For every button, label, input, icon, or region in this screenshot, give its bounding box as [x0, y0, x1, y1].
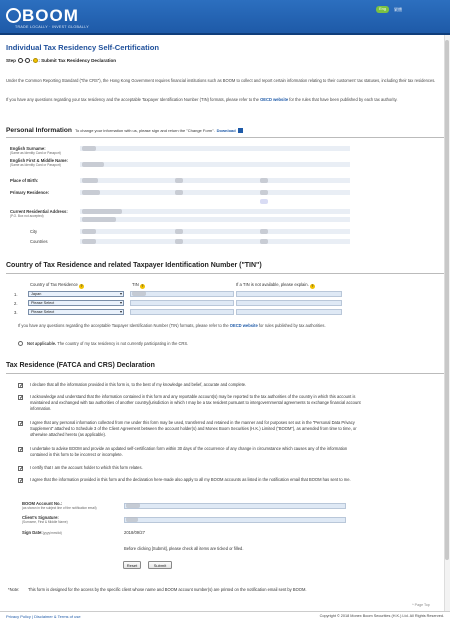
intro-paragraph: Under the Common Reporting Standard ("the CRS"), the Hong Kong Government requires financial institutions such as BOOM to collect and report certain information relating to their customers' tax statuses, including their tax residences. — [6, 78, 436, 83]
reset-button[interactable]: Reset — [123, 561, 141, 569]
footer-divider — [0, 611, 450, 612]
city-value — [80, 229, 350, 234]
row-number: 2. — [14, 301, 18, 306]
help-icon[interactable]: ? — [141, 284, 144, 288]
place-of-birth-label: Place of Birth: — [10, 178, 39, 183]
redacted-text — [82, 162, 104, 167]
personal-info-heading: Personal Information To change your information with us, please sign and return the "Change Form". Download — [6, 127, 243, 134]
country-select-1[interactable]: Japan ▾ — [28, 291, 124, 297]
oecd-link-2[interactable]: OECD website — [229, 323, 258, 328]
note-text: This form is designed for the access by the specific client whose name and BOOM account number(s) are printed on the notification email sent by BOOM. — [28, 587, 307, 592]
tin-input-2[interactable] — [130, 300, 234, 306]
country-select-2[interactable]: Please Select ▾ — [28, 300, 124, 306]
primary-residence-value — [80, 190, 350, 195]
explain-input-2[interactable] — [236, 300, 342, 306]
signature-input[interactable] — [124, 517, 346, 523]
change-form-note: To change your information with us, please sign and return the "Change Form". — [74, 128, 215, 133]
redacted-text — [175, 239, 183, 244]
row-number: 3. — [14, 310, 18, 315]
declaration-checkbox-5[interactable] — [18, 466, 23, 471]
redacted-text — [82, 217, 116, 222]
scrollbar-thumb[interactable] — [445, 40, 449, 560]
before-submit-note: Before clicking [Submit], please check all items are ticked or filled. — [124, 546, 244, 551]
primary-residence-label: Primary Residence: — [10, 190, 50, 195]
not-applicable-label: Not applicable. The country of my tax residency is not currently participating in the CRS. — [27, 341, 189, 346]
current-address-label: Current Residential Address: (P.O. Box not accepted) — [10, 209, 68, 218]
english-surname-value — [80, 146, 350, 151]
step-label: Step — [6, 58, 16, 63]
account-no-input[interactable] — [124, 503, 346, 509]
redacted-text — [82, 146, 96, 151]
declaration-checkbox-6[interactable] — [18, 478, 23, 483]
redacted-text — [260, 199, 268, 204]
submit-button[interactable]: Submit — [148, 561, 172, 569]
declaration-checkbox-3[interactable] — [18, 421, 23, 426]
redacted-text — [126, 517, 138, 522]
redacted-text — [260, 229, 268, 234]
boom-logo[interactable]: BOOM — [6, 6, 79, 26]
logo-tagline: TRADE LOCALLY · INVEST GLOBALLY — [15, 25, 89, 29]
redacted-text — [260, 190, 268, 195]
step-1-icon — [18, 58, 23, 63]
tin-help-paragraph: If you have any questions regarding the acceptable Taxpayer Identification Number (TIN) formats, please refer to the OECD website for rules published by tax authorities. — [18, 323, 326, 328]
row-number: 1. — [14, 292, 18, 297]
declaration-checkbox-4[interactable] — [18, 447, 23, 452]
copyright: Copyright © 2018 Monex Boom Securities (H.K.) Ltd. All Rights Reserved. — [319, 614, 444, 618]
col-country-header: Country of Tax Residence ? — [30, 282, 83, 288]
english-first-value — [80, 162, 350, 167]
declaration-divider — [6, 373, 444, 374]
help-icon[interactable]: ? — [80, 284, 83, 288]
header-divider — [0, 33, 450, 35]
redacted-text — [175, 229, 183, 234]
sign-date-value: 2018/09/27 — [124, 530, 145, 535]
intro-oecd-paragraph: If you have any questions regarding your tax residency and the acceptable Taxpayer Identification Number (TIN) formats, please refer to the OECD website for the rules that have been published by each tax authority. — [6, 97, 398, 102]
city-label: City — [30, 229, 38, 234]
redacted-text — [175, 190, 183, 195]
explain-input-3[interactable] — [236, 309, 342, 315]
explain-input-1[interactable] — [236, 291, 342, 297]
redacted-text — [82, 229, 96, 234]
note-label: *Note: — [8, 587, 20, 592]
tin-input-3[interactable] — [130, 309, 234, 315]
page-top-link[interactable]: ^ Page Top — [412, 603, 430, 607]
redacted-text — [260, 239, 268, 244]
not-applicable-radio[interactable] — [18, 341, 23, 346]
english-surname-label: English Surname: (Same as Identity Card or Passport) — [10, 146, 61, 155]
signature-label: Client's Signature: (Surname, First & Middle Name) — [22, 515, 68, 524]
countries-value — [80, 239, 350, 244]
redacted-text — [260, 178, 268, 183]
declaration-checkbox-1[interactable] — [18, 383, 23, 388]
oecd-link[interactable]: OECD website — [260, 97, 289, 102]
personal-divider — [6, 137, 444, 138]
redacted-text — [126, 503, 140, 508]
redacted-text — [82, 190, 100, 195]
logo-ring-icon — [6, 8, 21, 23]
declaration-text-1: I declare that all the information provided in this form is, to the best of my knowledge and belief, accurate and complete. — [30, 382, 247, 387]
account-no-label: BOOM Account No.: (as shown in the subject line of the notification email) — [22, 501, 97, 510]
redacted-text — [132, 291, 146, 296]
lang-eng-button[interactable]: Eng — [376, 6, 389, 13]
redacted-text — [175, 178, 183, 183]
current-address-value-2 — [80, 217, 350, 222]
redacted-text — [82, 178, 98, 183]
col-tin-header: TIN ? — [132, 282, 144, 288]
tax-residence-heading: Country of Tax Residence and related Taxpayer Identification Number ("TIN") — [6, 262, 262, 269]
download-icon[interactable] — [238, 128, 243, 133]
countries-label: Countries — [30, 239, 48, 244]
declaration-text-6: I agree that the information provided in this form and the declaration here-made also apply to all my BOOM accounts as listed in the notification email that BOOM has sent to me. — [30, 477, 351, 482]
col-explain-header: If a TIN is not available, please explain. ? — [236, 282, 314, 288]
english-first-label: English First & Middle Name: (Same as Identity Card or Passport) — [10, 158, 68, 167]
step-indicator: Step - - : Submit Tax Residency Declaration — [6, 58, 117, 63]
declaration-heading: Tax Residence (FATCA and CRS) Declaration — [6, 362, 155, 369]
lang-tc-link[interactable]: 繁體 — [394, 7, 402, 12]
site-header — [0, 0, 450, 33]
declaration-text-3: I agree that any personal information collected from me under this form may be used, transferred and retained in the manner and for purposes set out in the "Personal Data Privacy Supplement" attached to Schedule 3 of the Client Agreement between the account holder(s) and Monex Boom Securities (H.K.) Limited ("BOOM"), as amended from time to time, or otherwise attached hereto (as applicable). — [30, 420, 357, 437]
step-2-icon — [25, 58, 30, 63]
declaration-text-2: I acknowledge and understand that the information contained in this form and any reportable account(s) may be reported to the tax authorities of the country in which this account is maintained and exchanged with tax authorities of another country/jurisdiction in which I may be a tax resident pursuant to intergovernmental agreements to exchange financial account information. — [30, 394, 361, 411]
help-icon[interactable]: ? — [311, 284, 314, 288]
declaration-checkbox-2[interactable] — [18, 395, 23, 400]
declaration-text-5: I certify that I am the account holder to which this form relates. — [30, 465, 143, 470]
place-of-birth-value — [80, 178, 350, 183]
sign-date-label: Sign Date:(yyyy/mm/dd) — [22, 530, 62, 535]
redacted-text — [82, 209, 122, 214]
footer-links[interactable]: Privacy Policy | Disclaimer & Terms of use — [6, 614, 81, 619]
country-select-3[interactable]: Please Select ▾ — [28, 309, 124, 315]
redacted-text — [82, 239, 96, 244]
step-description: : Submit Tax Residency Declaration — [38, 58, 117, 63]
download-link[interactable]: Download — [216, 128, 236, 133]
declaration-text-4: I undertake to advise BOOM and provide an updated self-certification form within 30 days of the occurrence of any change in circumstance which causes any of the information contained in this form to be incorrect or incomplete. — [30, 446, 348, 457]
tax-divider — [6, 273, 444, 274]
page-title: Individual Tax Residency Self-Certification — [6, 43, 160, 52]
